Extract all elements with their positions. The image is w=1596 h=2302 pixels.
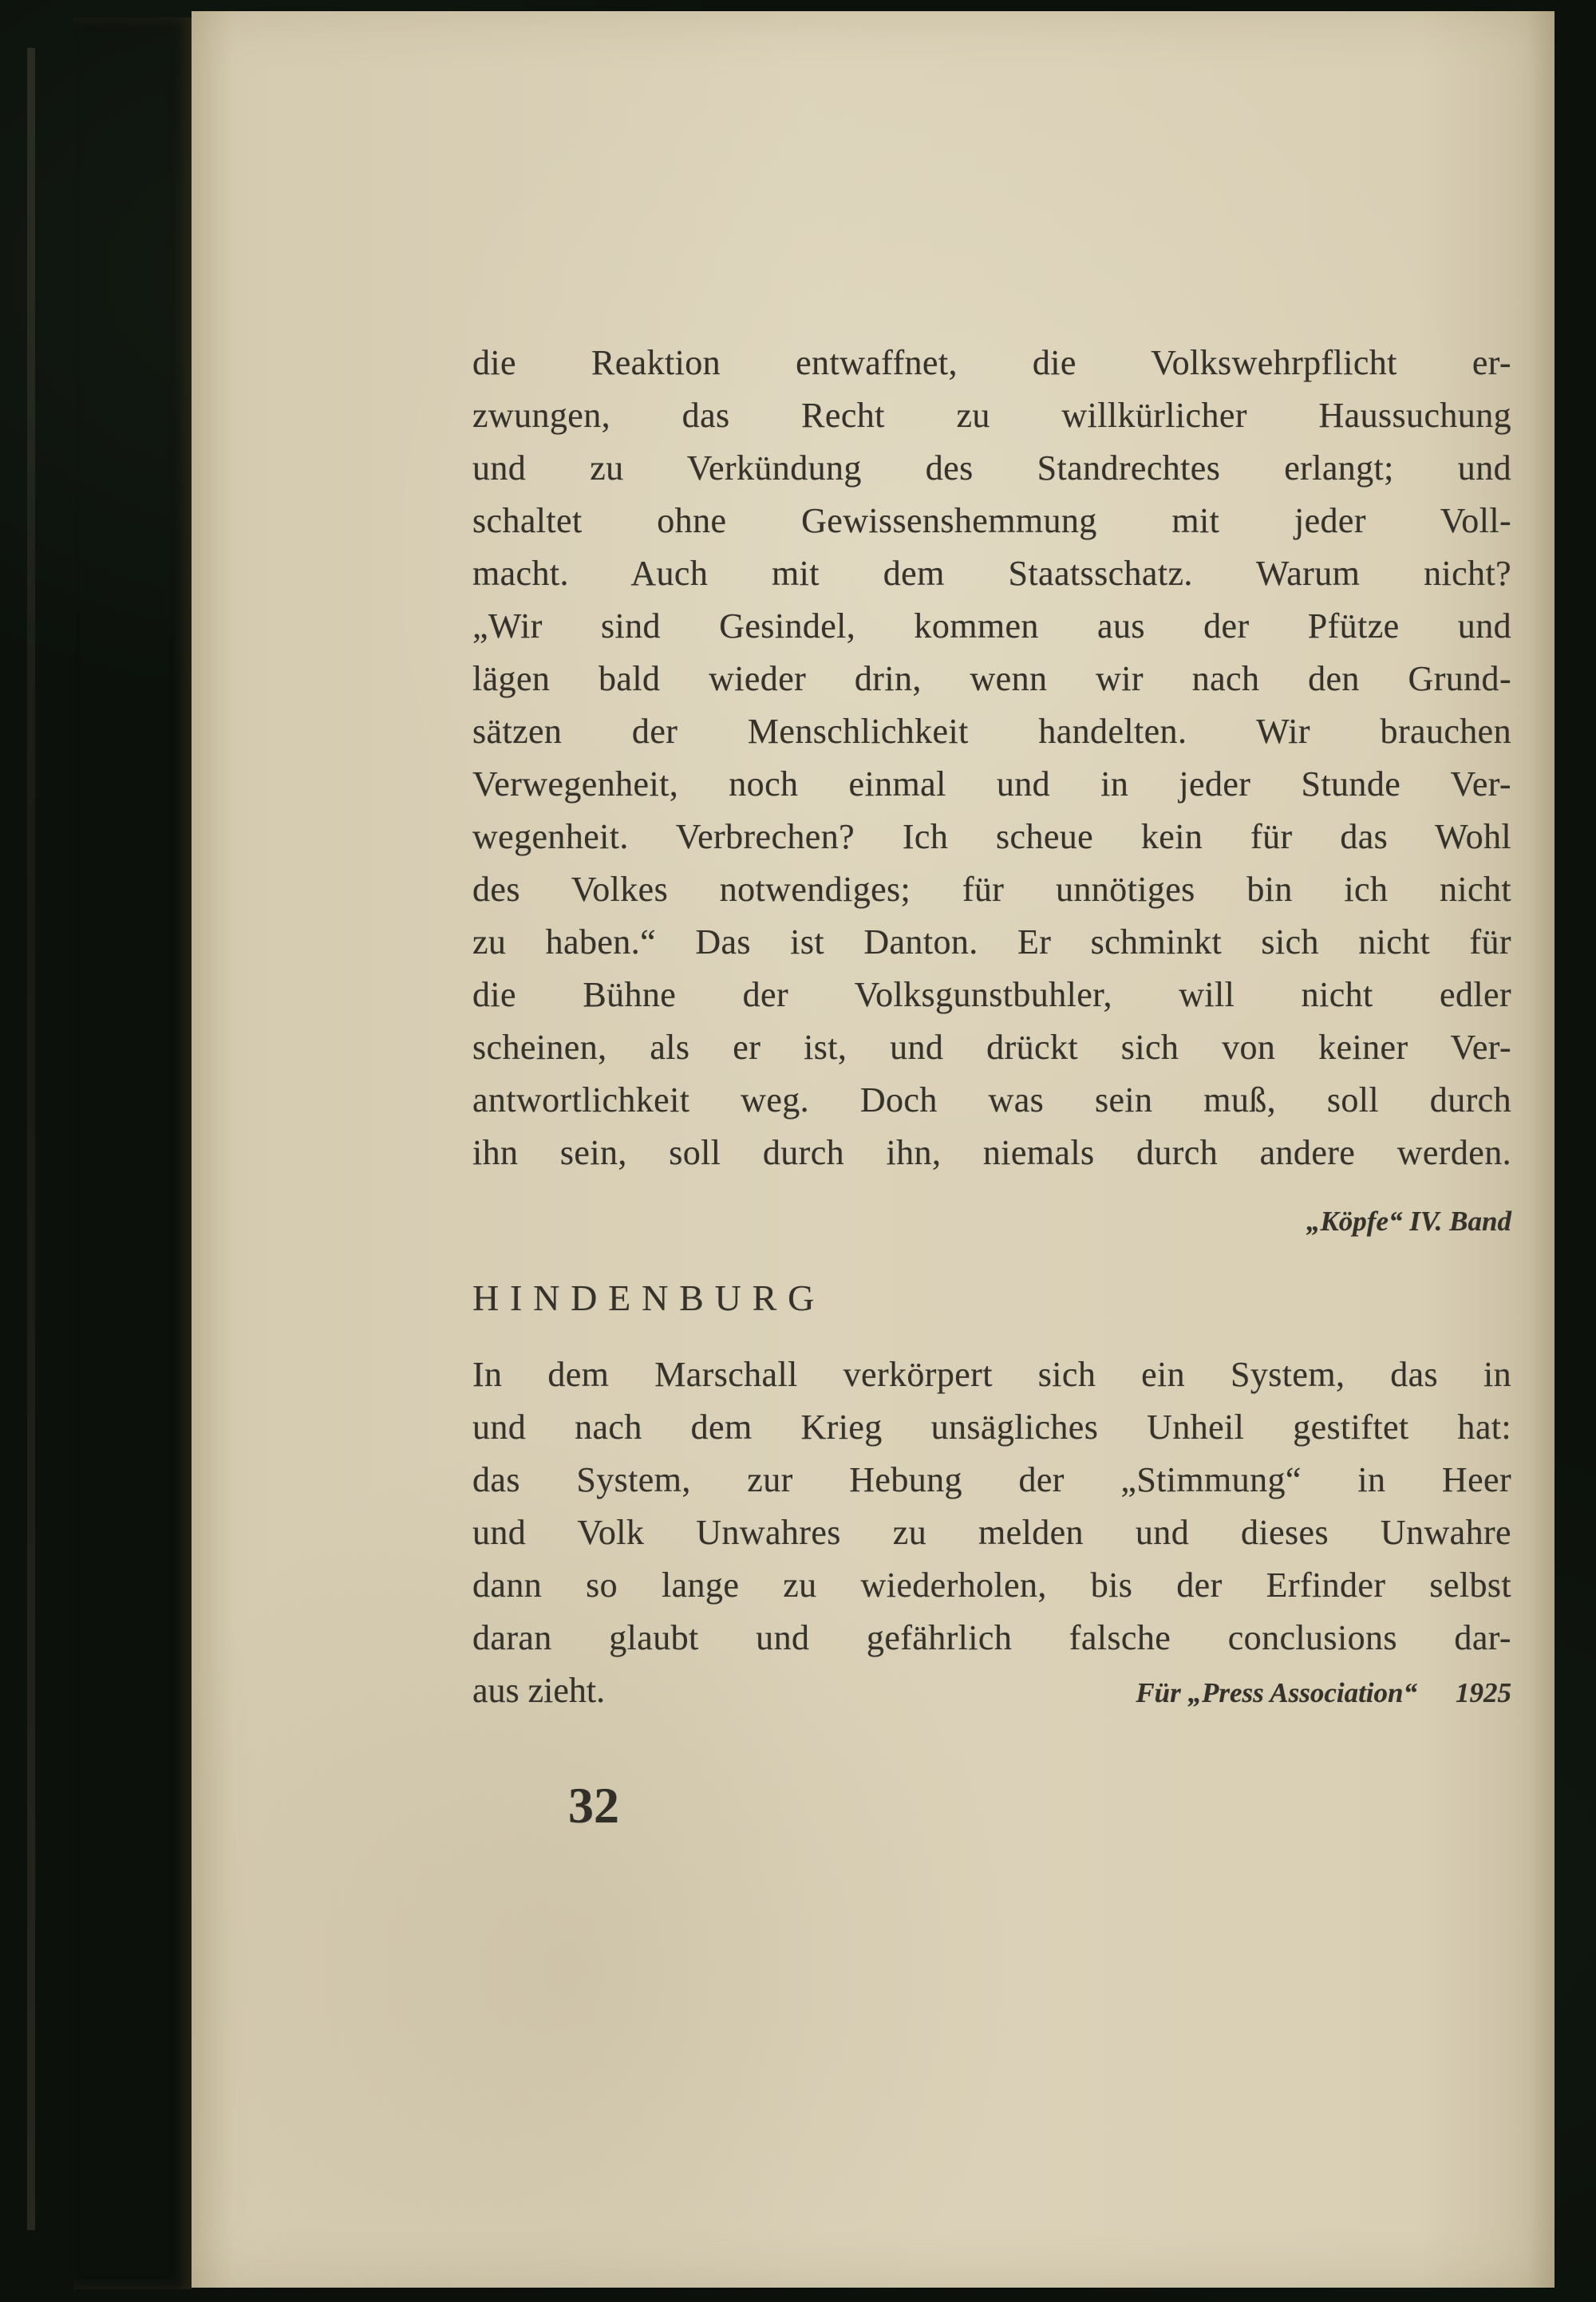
paragraph-danton (472, 337, 1511, 1179)
text-line: sätzen der Menschlichkeit handelten. Wir brauchen (472, 712, 1511, 751)
text-line: scheinen, als er ist, und drückt sich von keiner Ver- (472, 1028, 1511, 1067)
page-text-block (472, 337, 1511, 1834)
text-line: antwortlichkeit weg. Doch was sein muß, soll durch (472, 1080, 1511, 1119)
text-line: zu haben.“ Das ist Danton. Er schminkt sich nicht für (472, 922, 1511, 961)
text-line: und nach dem Krieg unsägliches Unheil gestiftet hat: (472, 1408, 1511, 1447)
text-line: und Volk Unwahres zu melden und dieses Unwahre (472, 1513, 1511, 1552)
text-line: schaltet ohne Gewissenshemmung mit jeder Voll- (472, 501, 1511, 540)
text-line: das System, zur Hebung der „Stimmung“ in Heer (472, 1460, 1511, 1499)
attribution-year: 1925 (1456, 1677, 1511, 1708)
book-page (192, 11, 1555, 2288)
text-line: Verwegenheit, noch einmal und in jeder Stunde Ver- (472, 764, 1511, 804)
text-line: zwungen, das Recht zu willkürlicher Haussuchung (472, 396, 1511, 435)
text-line: und zu Verkündung des Standrechtes erlangt; und (472, 448, 1511, 488)
attribution-press-association (1136, 1667, 1511, 1720)
text-line: macht. Auch mit dem Staatsschatz. Warum nicht? (472, 554, 1511, 593)
text-line: die Reaktion entwaffnet, die Volkswehrpflicht er- (472, 343, 1511, 382)
text-line: In dem Marschall verkörpert sich ein System, das in (472, 1355, 1511, 1394)
attribution-source: Für „Press Association“ (1136, 1677, 1417, 1708)
paragraph-hindenburg (472, 1348, 1511, 1664)
text-line: wegenheit. Verbrechen? Ich scheue kein für das Wohl (472, 817, 1511, 856)
heading-hindenburg: HINDENBURG (472, 1277, 826, 1318)
stacked-page-edges (73, 18, 192, 2289)
text-line: dann so lange zu wiederholen, bis der Erfinder selbst (472, 1566, 1511, 1605)
page-number: 32 (568, 1777, 619, 1834)
text-line: lägen bald wieder drin, wenn wir nach den Grund- (472, 659, 1511, 698)
paragraph-end-text: aus zieht. (472, 1671, 606, 1710)
text-line: ihn sein, soll durch ihn, niemals durch andere werden. (472, 1133, 1511, 1172)
text-line: die Bühne der Volksgunstbuhler, will nicht edler (472, 975, 1511, 1014)
paragraph-hindenburg-last-line (472, 1664, 1511, 1720)
text-line: daran glaubt und gefährlich falsche conclusions dar- (472, 1618, 1511, 1657)
text-line: des Volkes notwendiges; für unnötiges bin ich nicht (472, 870, 1511, 909)
attribution-koepfe: „Köpfe“ IV. Band (1306, 1206, 1511, 1237)
book-cover-edge (27, 48, 35, 2230)
text-line: „Wir sind Gesindel, kommen aus der Pfütze und (472, 606, 1511, 646)
